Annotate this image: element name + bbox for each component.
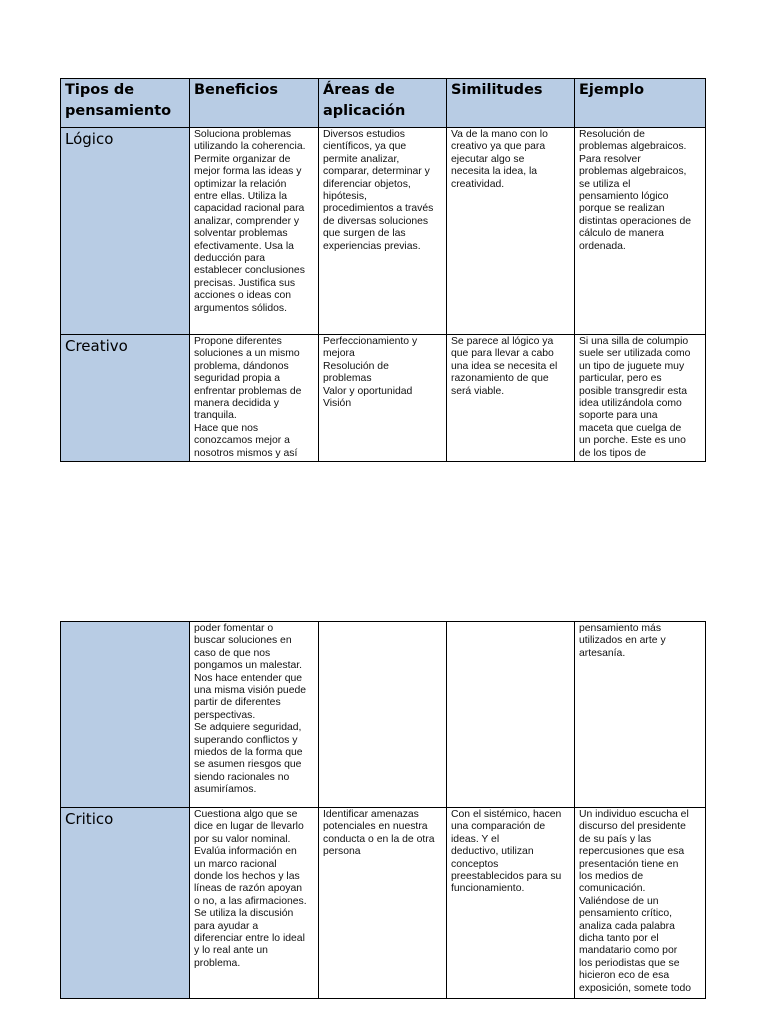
header-beneficios: Beneficios — [190, 79, 319, 128]
creativo-beneficios-continued: poder fomentar o buscar soluciones en caso de que nos pongamos un malestar. Nos hace entender que una misma visión puede partir de diferentes perspectivas. Se adquiere seguridad, superando conflictos y miedos de la forma que se asumen riesgos que siendo racionales no asumiríamos. — [190, 622, 319, 808]
logico-similitudes: Va de la mano con lo creativo ya que para ejecutar algo se necesita la idea, la creatividad. — [447, 128, 575, 335]
row-critico — [61, 808, 706, 999]
thinking-types-table-page-2 — [60, 621, 706, 999]
logico-ejemplo: Resolución de problemas algebraicos. Para resolver problemas algebraicos, se utiliza el pensamiento lógico porque se realizan distintas operaciones de cálculo de manera ordenada. — [575, 128, 706, 335]
critico-beneficios: Cuestiona algo que se dice en lugar de llevarlo por su valor nominal. Evalúa información en un marco racional donde los hechos y las líneas de razón apoyan o no, a las afirmaciones. Se utiliza la discusión para ayudar a diferenciar entre lo ideal y lo real ante un problema. — [190, 808, 319, 999]
header-areas: Áreas de aplicación — [319, 79, 447, 128]
creativo-similitudes-continued — [447, 622, 575, 808]
header-ejemplo: Ejemplo — [575, 79, 706, 128]
thinking-types-table-page-1 — [60, 78, 706, 462]
creativo-ejemplo-continued: pensamiento más utilizados en arte y artesanía. — [575, 622, 706, 808]
row-title-creativo-continued — [61, 622, 190, 808]
row-logico — [61, 128, 706, 335]
creativo-ejemplo: Si una silla de columpio suele ser utilizada como un tipo de juguete muy particular, pero es posible transgredir esta idea utilizándola como soporte para una maceta que cuelga de un porche. Este es uno de los tipos de — [575, 335, 706, 462]
header-tipos: Tipos de pensamiento — [61, 79, 190, 128]
logico-beneficios: Soluciona problemas utilizando la coherencia. Permite organizar de mejor forma las ideas y optimizar la relación entre ellas. Utiliza la capacidad racional para analizar, comprender y solventar problemas efectivamente. Usa la deducción para establecer conclusiones precisas. Justifica sus acciones o ideas con argumentos sólidos. — [190, 128, 319, 335]
creativo-beneficios: Propone diferentes soluciones a un mismo problema, dándonos seguridad propia a enfrentar problemas de manera decidida y tranquila. Hace que nos conozcamos mejor a nosotros mismos y así — [190, 335, 319, 462]
critico-areas: Identificar amenazas potenciales en nuestra conducta o en la de otra persona — [319, 808, 447, 999]
critico-ejemplo: Un individuo escucha el discurso del presidente de su país y las repercusiones que esa presentación tiene en los medios de comunicación. Valiéndose de un pensamiento crítico, analiza cada palabra dicha tanto por el mandatario como por los periodistas que se hicieron eco de esa exposición, somete todo — [575, 808, 706, 999]
logico-areas: Diversos estudios científicos, ya que permite analizar, comparar, determinar y diferenciar objetos, hipótesis, procedimientos a través de diversas soluciones que surgen de las experiencias previas. — [319, 128, 447, 335]
creativo-similitudes: Se parece al lógico ya que para llevar a cabo una idea se necesita el razonamiento de que será viable. — [447, 335, 575, 462]
header-similitudes: Similitudes — [447, 79, 575, 128]
row-creativo-continued — [61, 622, 706, 808]
creativo-areas-continued — [319, 622, 447, 808]
critico-similitudes: Con el sistémico, hacen una comparación de ideas. Y el deductivo, utilizan conceptos preestablecidos para su funcionamiento. — [447, 808, 575, 999]
row-title-critico: Critico — [61, 808, 190, 999]
row-title-creativo: Creativo — [61, 335, 190, 462]
header-row — [61, 79, 706, 128]
row-creativo — [61, 335, 706, 462]
row-title-logico: Lógico — [61, 128, 190, 335]
creativo-areas: Perfeccionamiento y mejora Resolución de problemas Valor y oportunidad Visión — [319, 335, 447, 462]
